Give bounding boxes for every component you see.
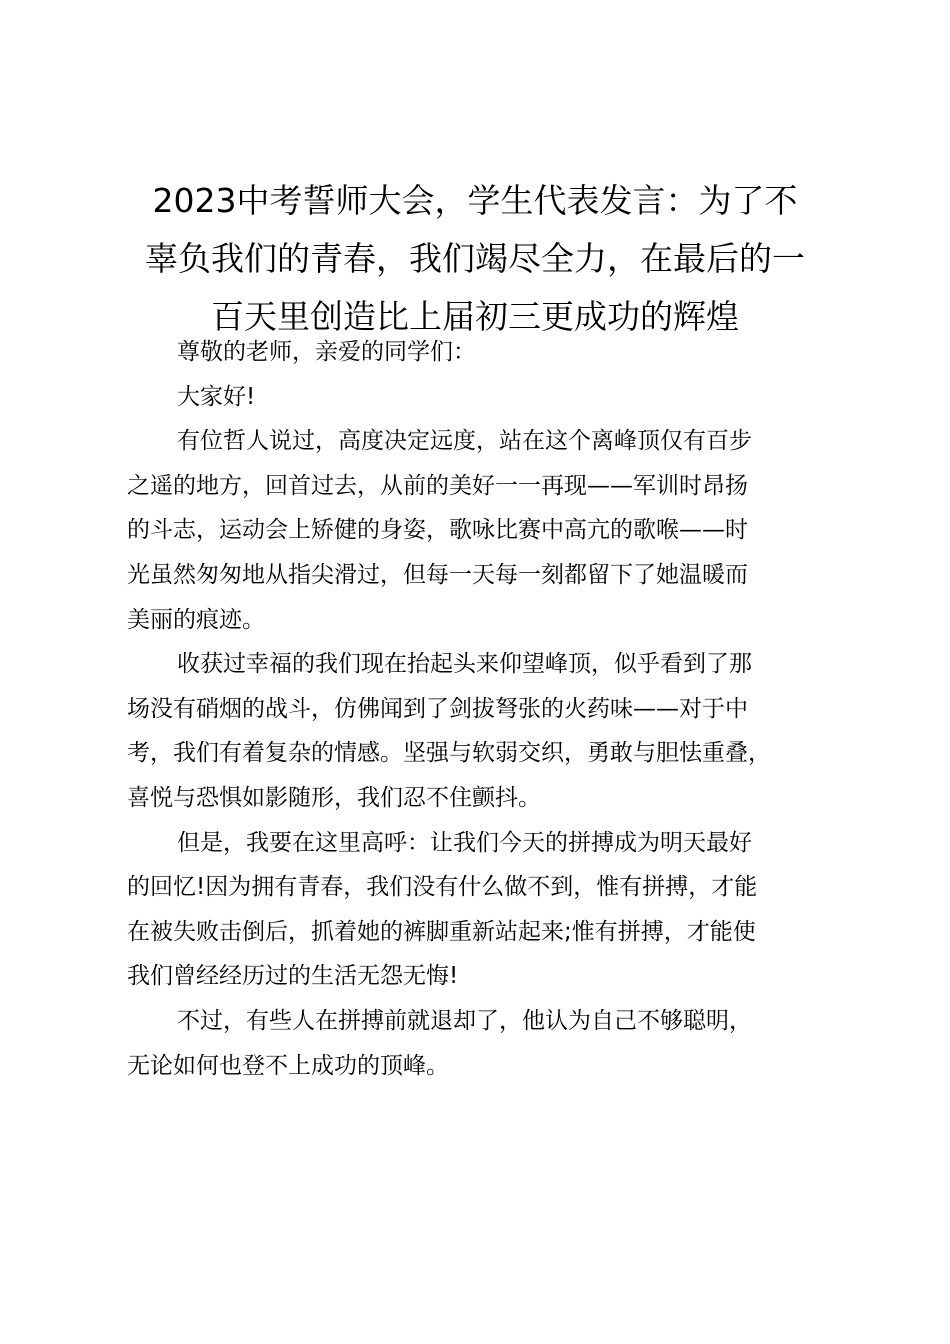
paragraph-line: 但是，我要在这里高呼：让我们今天的拼搏成为明天最好 [177, 829, 752, 856]
salutation-paragraph [127, 330, 827, 375]
paragraph-line: 尊敬的老师，亲爱的同学们： [177, 339, 476, 365]
paragraph-line: 在被失败击倒后，抓着她的裤脚重新站起来;惟有拼搏，才能使 [127, 918, 756, 945]
paragraph-line: 美丽的痕迹。 [127, 606, 265, 633]
paragraph-line: 收获过幸福的我们现在抬起头来仰望峰顶，似乎看到了那 [177, 651, 752, 678]
paragraph-line: 大家好! [177, 383, 256, 410]
paragraph-line: 我们曾经经历过的生活无怨无悔! [127, 963, 459, 990]
body-paragraph [127, 642, 827, 820]
paragraph-line: 之遥的地方，回首过去，从前的美好一一再现——军训时昂扬 [127, 472, 748, 499]
paragraph-line: 的斗志，运动会上矫健的身姿，歌咏比赛中高亢的歌喉——时 [127, 517, 748, 544]
paragraph-line: 无论如何也登不上成功的顶峰。 [127, 1052, 449, 1079]
paragraph-line: 考，我们有着复杂的情感。坚强与软弱交织，勇敢与胆怯重叠， [127, 740, 771, 767]
document-title [112, 172, 838, 346]
body-paragraph [127, 821, 827, 999]
title-line: 2023中考誓师大会，学生代表发言：为了不 [152, 181, 798, 220]
paragraph-line: 光虽然匆匆地从指尖滑过，但每一天每一刻都留下了她温暖而 [127, 561, 748, 588]
paragraph-line: 的回忆!因为拥有青春，我们没有什么做不到，惟有拼搏，才能 [127, 874, 758, 901]
paragraph-line: 不过，有些人在拼搏前就退却了，他认为自己不够聪明， [177, 1007, 752, 1034]
paragraph-line: 有位哲人说过，高度决定远度，站在这个离峰顶仅有百步 [177, 428, 752, 455]
greeting-paragraph [127, 375, 827, 420]
paragraph-line: 喜悦与恐惧如影随形，我们忍不住颤抖。 [127, 784, 541, 811]
body-paragraph [127, 419, 827, 642]
title-line: 百天里创造比上届初三更成功的辉煌 [211, 297, 739, 336]
title-line: 辜负我们的青春，我们竭尽全力，在最后的一 [145, 239, 805, 278]
paragraph-line: 场没有硝烟的战斗，仿佛闻到了剑拔弩张的火药味——对于中 [127, 695, 748, 722]
document-body [127, 330, 827, 1088]
body-paragraph [127, 999, 827, 1088]
